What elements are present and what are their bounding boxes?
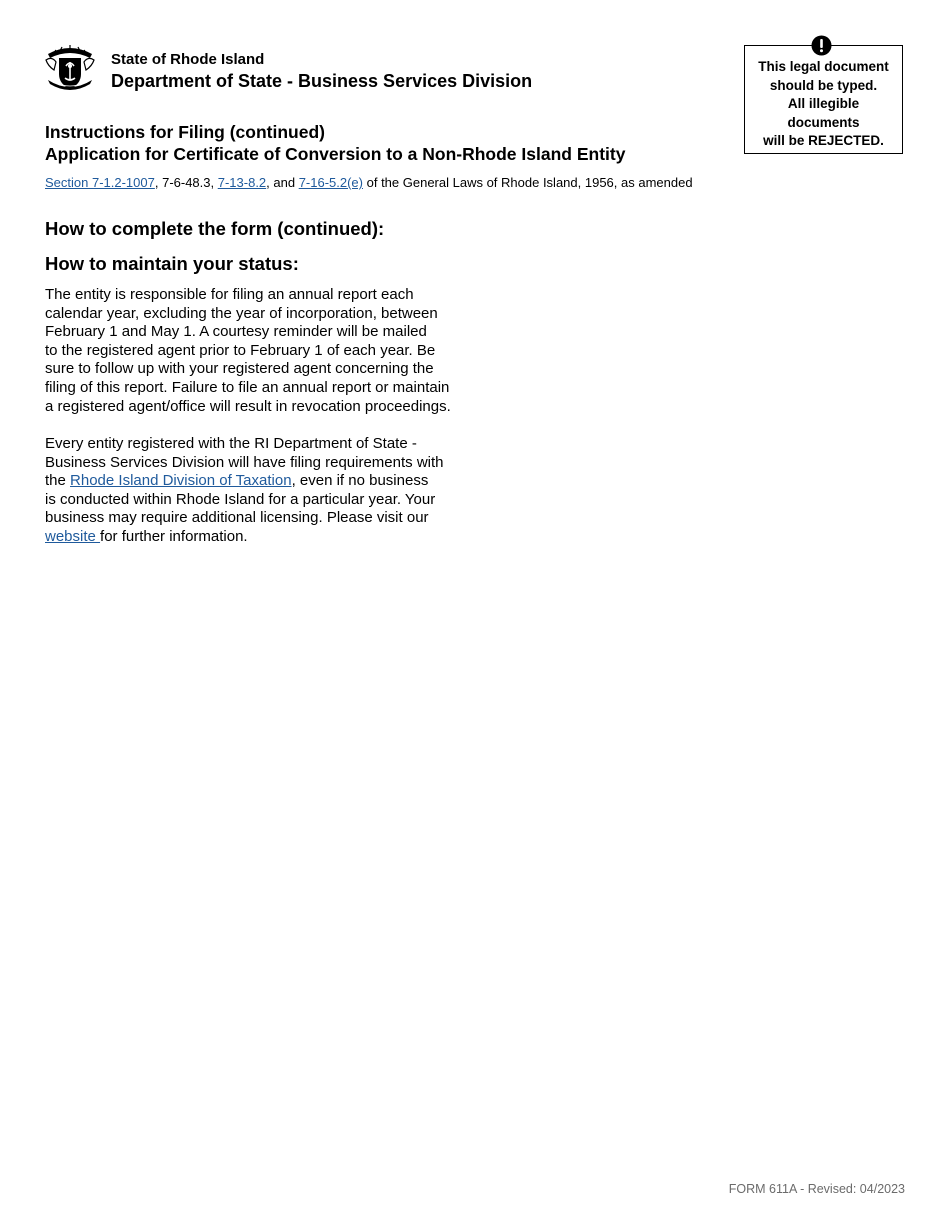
notice-line: All illegible [787,96,860,112]
complete-form-heading: How to complete the form (continued): [45,218,385,239]
law-references [45,175,693,191]
notice-line: should be typed. [769,77,878,93]
paragraph-line: filing of this report. Failure to file an annual report or maintain [45,378,450,396]
paragraph-line: The entity is responsible for filing an annual report each [45,286,414,303]
state-name: State of Rhode Island [111,51,265,68]
exclamation-icon [811,35,832,56]
paragraph-line: sure to follow up with your registered agent concerning the [45,360,434,378]
paragraph-line: to the registered agent prior to February 1 of each year. Be [45,341,436,359]
paragraph-text: for further information. [100,527,248,545]
paragraph-line: a registered agent/office will result in revocation proceedings. [45,397,451,415]
paragraph-line [45,528,444,547]
document-title [45,121,625,165]
paragraph-line: business may require additional licensing. Please visit our [45,509,429,527]
title-line-1: Instructions for Filing (continued) [45,122,325,142]
law-reference-suffix: of the General Laws of Rhode Island, 1956, as amended [363,175,693,190]
state-seal-logo [44,44,96,92]
department-name: Department of State - Business Services Division [111,71,533,91]
paragraph-line: Business Services Division will have filing requirements with [45,453,444,471]
form-revision-footer: FORM 611A - Revised: 04/2023 [728,1182,905,1196]
organization-header [111,51,532,93]
paragraph-line: calendar year, excluding the year of incorporation, between [45,304,438,322]
typed-document-notice [744,45,903,154]
paragraph-line: is conducted within Rhode Island for a particular year. Your [45,490,436,508]
paragraph-line: Every entity registered with the RI Department of State - [45,435,417,452]
paragraph-line [45,472,444,491]
notice-line: documents [787,114,860,130]
paragraph-text: , even if no business [291,472,429,490]
section-7-13-8.2-link[interactable]: 7-13-8.2 [217,175,267,190]
paragraph-text: the [45,472,71,490]
notice-line: will be REJECTED. [763,133,884,149]
law-separator: , and [266,175,299,190]
section-7-16-5.2e-link[interactable]: 7-16-5.2(e) [298,175,363,190]
annual-report-paragraph [45,286,451,416]
section-7-1.2-1007-link[interactable]: Section 7-1.2-1007 [45,175,155,190]
website-link[interactable]: website [45,527,101,545]
paragraph-line: February 1 and May 1. A courtesy reminder will be mailed [45,323,427,341]
filing-requirements-paragraph [45,435,444,547]
maintain-status-heading: How to maintain your status: [45,253,299,274]
title-line-2: Application for Certificate of Conversion to a Non-Rhode Island Entity [45,144,626,164]
notice-line: This legal document [758,59,889,74]
division-of-taxation-link[interactable]: Rhode Island Division of Taxation [70,472,292,490]
law-separator: , 7-6-48.3, [154,175,218,190]
